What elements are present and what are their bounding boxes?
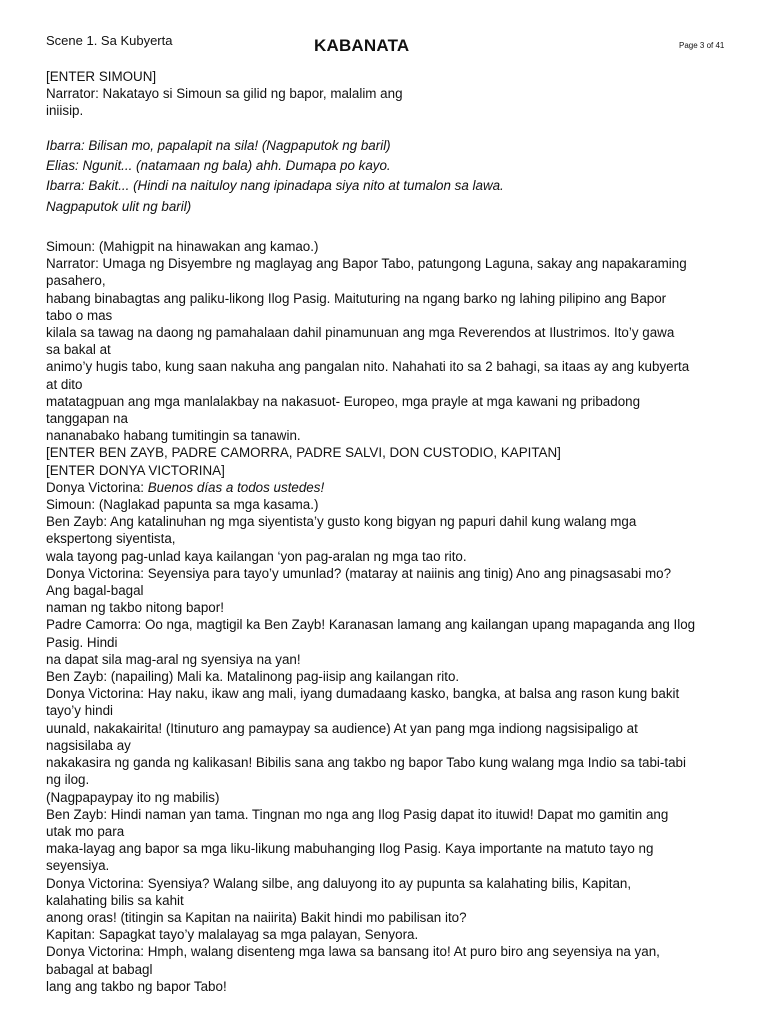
text-line: Donya Victorina: Hay naku, ikaw ang mali, iyang dumadaang kasko, bangka, at balsa ang rason kung bakit — [46, 686, 680, 702]
text-line: uunald, nakakairita! (Itinuturo ang pamaypay sa audience) At yan pang mga indiong nagsisipaligo at — [46, 720, 638, 736]
text-line: Narrator: Nakatayo si Simoun sa gilid ng bapor, malalim ang — [46, 86, 403, 102]
text-line: lang ang takbo ng bapor Tabo! — [46, 978, 227, 994]
text-line: Simoun: (Mahigpit na hinawakan ang kamao.) — [46, 239, 319, 254]
text-line: na dapat sila mag-aral ng syensiya na yan! — [46, 651, 301, 667]
text-line: Ben Zayb: Hindi naman yan tama. Tingnan mo nga ang Ilog Pasig dapat ito ituwid! Dapat mo gamitin ang — [46, 806, 669, 822]
text-line: Simoun: (Naglakad papunta sa mga kasama.) — [46, 497, 319, 513]
text-line: Ben Zayb: (napailing) Mali ka. Matalinong pag-iisip ang kailangan rito. — [46, 669, 460, 685]
flashback-block — [46, 136, 736, 217]
text-line: matatagpuan ang mga manlalakbay na nakasuot- Europeo, mga prayle at mga kawani ng pribadong — [46, 393, 641, 409]
text-line: nagsisilaba ay — [46, 737, 131, 753]
page-number: Page 3 of 41 — [679, 41, 725, 50]
scene-label: Scene 1. Sa Kubyerta — [46, 33, 173, 48]
text-line: nananabako habang tumitingin sa tanawin. — [46, 428, 301, 444]
intro-block — [46, 68, 736, 120]
text-line: utak mo para — [46, 823, 125, 839]
text-line: tanggapan na — [46, 411, 128, 427]
speaker-name: Donya Victorina: — [46, 479, 148, 495]
text-line: kalahating bilis sa kahit — [46, 892, 184, 908]
text-line: ekspertong siyentista, — [46, 531, 176, 547]
text-line: Ang bagal-bagal — [46, 583, 144, 599]
text-line: naman ng takbo nitong bapor! — [46, 600, 224, 616]
text-line: Ben Zayb: Ang katalinuhan ng mga siyentista’y gusto kong bigyan ng papuri dahil kung walang mga — [46, 514, 637, 530]
text-line: ng ilog. — [46, 772, 90, 788]
text-line: Ibarra: Bakit... (Hindi na naituloy nang ipinadapa siya nito at tumalon sa lawa. — [46, 178, 504, 194]
text-line: kilala sa tawag na daong ng pamahalaan dahil pinamunuan ang mga Reverendos at Ilustrimos. Ito’y gawa — [46, 325, 675, 341]
text-line: tabo o mas — [46, 307, 113, 323]
text-line: Donya Victorina: Hmph, walang disenteng mga lawa sa bansang ito! At puro biro ang seyensiya na yan, — [46, 944, 660, 960]
text-line: animo’y hugis tabo, kung saan nakuha ang pangalan nito. Nahahati ito sa 2 bahagi, sa itaas ay ang kubyerta — [46, 359, 690, 375]
text-line: [ENTER DONYA VICTORINA] — [46, 462, 225, 478]
text-line: maka-layag ang bapor sa mga liku-likung mabuhanging Ilog Pasig. Kaya importante na matuto tayo ng — [46, 841, 654, 857]
text-line: [ENTER SIMOUN] — [46, 69, 157, 84]
text-line: Kapitan: Sapagkat tayo’y malalayag sa mga palayan, Senyora. — [46, 927, 419, 943]
text-line: sa bakal at — [46, 342, 111, 358]
text-line: nakakasira ng ganda ng kalikasan! Bibilis sana ang takbo ng bapor Tabo kung walang mga Indio sa tabi-tabi — [46, 755, 686, 771]
text-line: Narrator: Umaga ng Disyembre ng maglayag ang Bapor Tabo, patungong Laguna, sakay ang napakaraming — [46, 256, 687, 272]
text-line: Elias: Ngunit... (natamaan ng bala) ahh. Dumapa po kayo. — [46, 158, 391, 174]
text-line: babagal at babagl — [46, 961, 153, 977]
text-line: Donya Victorina: Seyensiya para tayo’y umunlad? (mataray at naiinis ang tinig) Ano ang pinagsasabi mo? — [46, 565, 672, 581]
text-line: habang binabagtas ang paliku-likong Ilog Pasig. Maituturing na ngang barko ng lahing pilipino ang Bapor — [46, 290, 667, 306]
text-line: wala tayong pag-unlad kaya kailangan ‘yon pag-aralan ng mga tao rito. — [46, 548, 467, 564]
script-block — [46, 238, 736, 995]
text-line: Nagpaputok ulit ng baril) — [46, 198, 192, 214]
spanish-greeting: Buenos días a todos ustedes! — [147, 479, 325, 495]
text-line: [ENTER BEN ZAYB, PADRE CAMORRA, PADRE SALVI, DON CUSTODIO, KAPITAN] — [46, 445, 561, 461]
text-line: tayo’y hindi — [46, 703, 113, 719]
text-line: at dito — [46, 376, 83, 392]
text-line: Donya Victorina: Syensiya? Walang silbe, ang daluyong ito ay pupunta sa kalahating bilis, Kapitan, — [46, 875, 632, 891]
text-line: anong oras! (titingin sa Kapitan na naiirita) Bakit hindi mo pabilisan ito? — [46, 909, 467, 925]
text-line: (Nagpapaypay ito ng mabilis) — [46, 789, 220, 805]
text-line: seyensiya. — [46, 858, 110, 874]
text-line: Ibarra: Bilisan mo, papalapit na sila! (Nagpaputok ng baril) — [46, 138, 391, 153]
text-line: Pasig. Hindi — [46, 634, 118, 650]
page-title: KABANATA — [314, 36, 410, 55]
text-line: iniisip. — [46, 103, 84, 119]
text-line: pasahero, — [46, 273, 106, 289]
greeting-line — [46, 479, 736, 496]
text-line: Padre Camorra: Oo nga, magtigil ka Ben Zayb! Karanasan lamang ang kailangan upang mapaganda ang Ilog — [46, 617, 696, 633]
